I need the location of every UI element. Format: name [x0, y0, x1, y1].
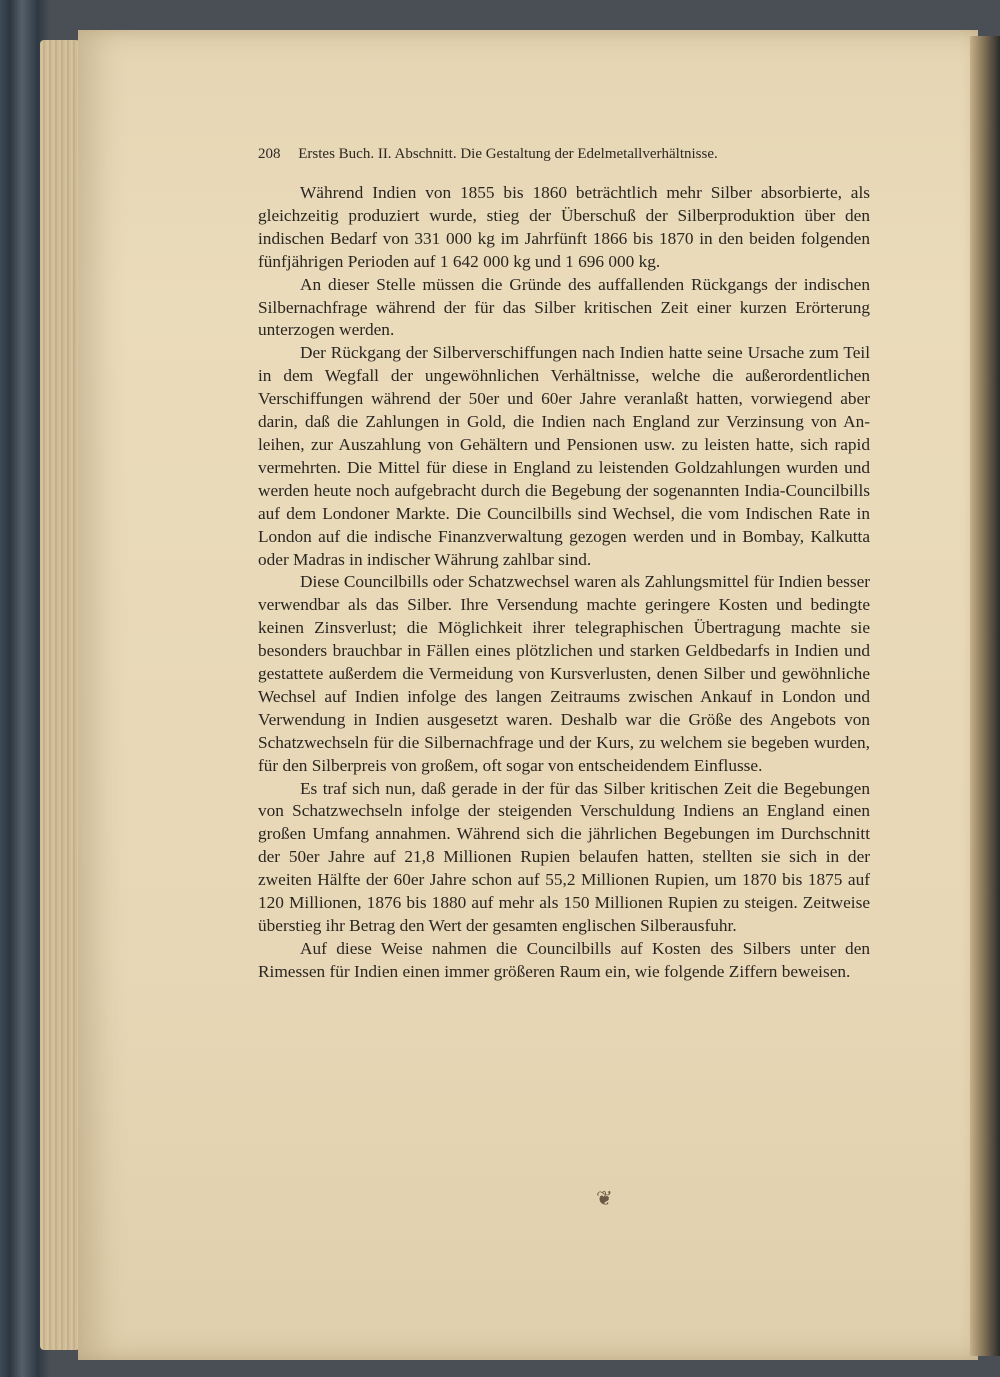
book-page-edges: [40, 40, 80, 1350]
paragraph: An dieser Stelle müssen die Gründe des auffallenden Rückgangs der indischen Silbernachfrage während der für das Silber kritischen Zeit einer kurzen Erörterung unterzogen werden.: [258, 274, 870, 340]
running-title: Erstes Buch. II. Abschnitt. Die Gestaltung der Edelmetallverhältnisse.: [298, 146, 718, 162]
page-number: 208: [258, 146, 281, 162]
paragraph: Auf diese Weise nahmen die Councilbills auf Kosten des Silbers unter den Rimessen für Indien einen immer größeren Raum ein, wie folgende Ziffern beweisen.: [258, 938, 870, 981]
facing-page-edge: [970, 36, 1000, 1356]
body-text: [258, 182, 870, 984]
paragraph: Es traf sich nun, daß gerade in der für das Silber kritischen Zeit die Begebungen von Schatzwechseln infolge der steigenden Verschuldung Indiens an England einen großen Umfang annahmen. Während sich die jährlichen Begebungen im Durchschnitt der 50er Jahre auf 21,8 Millionen Rupien belaufen hatten, stellten sie sich in der zweiten Hälfte der 60er Jahre schon auf 55,2 Millionen Rupien, um 1870 bis 1875 auf 120 Millionen, 1876 bis 1880 auf mehr als 150 Millionen Rupien zu steigen. Zeitweise überstieg ihr Betrag den Wert der gesamten englischen Silberausfuhr.: [258, 778, 870, 935]
running-header: [258, 146, 868, 163]
paragraph: Diese Councilbills oder Schatzwechsel waren als Zahlungsmittel für Indien besser verwendbar als das Silber. Ihre Versendung machte geringere Kosten und bedingte keinen Zinsverlust; die Möglichkeit ihrer telegraphischen Übertragung machte sie besonders brauchbar in Fällen eines plötzlichen und starken Geldbedarfs in Indien und gestattete außerdem die Vermeidung von Kursverlusten, denen Silber und gewöhnliche Wechsel auf Indien infolge des langen Zeitraums zwischen Ankauf in London und Verwendung in Indien ausgesetzt waren. Deshalb war die Größe des Angebots von Schatzwechseln für die Silbernachfrage und der Kurs, zu welchem sie begeben wurden, für den Silberpreis von großem, oft sogar von entscheidendem Einflusse.: [258, 572, 870, 775]
ink-blot-mark: ❦: [596, 1188, 613, 1210]
paragraph: Der Rückgang der Silberverschiffungen nach Indien hatte seine Ursache zum Teil in dem Wegfall der ungewöhnlichen Verhältnisse, welche die außerordentlichen Verschiffungen während der 50er und 60er Jahre veranlaßt hatten, vorwiegend aber darin, daß die Zahlungen in Gold, die Indien nach England zur Verzinsung von Anleihen, zur Auszahlung von Gehältern und Pensionen usw. zu leisten hatte, sich rapid vermehrten. Die Mittel für diese in England zu leistenden Goldzahlungen wurden und werden heute noch aufgebracht durch die Begebung der sogenannten India-Councilbills auf dem Londoner Markte. Die Councilbills sind Wechsel, die vom Indischen Rate in London auf die indische Finanzverwaltung gezogen werden und in Bombay, Kalkutta oder Madras in indischer Währung zahlbar sind.: [258, 343, 870, 569]
paragraph: Während Indien von 1855 bis 1860 beträchtlich mehr Silber absorbierte, als gleichzeitig produziert wurde, stieg der Überschuß der Silberproduktion über den indischen Bedarf von 331 000 kg im Jahrfünft 1866 bis 1870 in den beiden folgenden fünfjährigen Perioden auf 1 642 000 kg und 1 696 000 kg.: [258, 183, 870, 271]
